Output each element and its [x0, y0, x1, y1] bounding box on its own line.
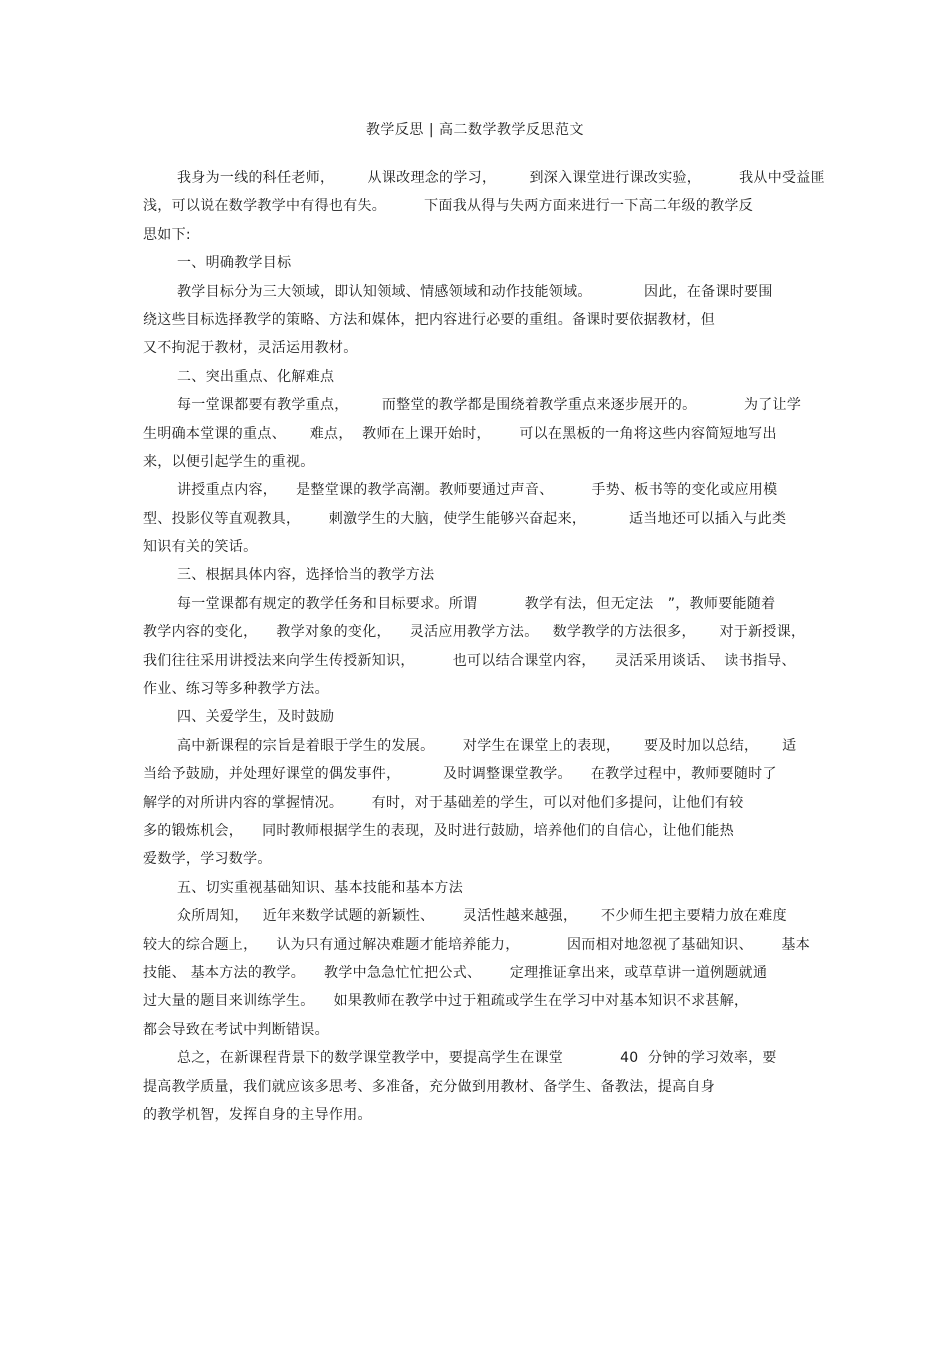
text-line: 思如下: — [143, 226, 191, 243]
text-line: 来，以便引起学生的重视。 — [143, 453, 315, 470]
text-line: 一、明确教学目标 — [177, 255, 292, 272]
text-line: 爱数学，学习数学。 — [143, 851, 272, 868]
text-line: 技能、 基本方法的教学。 教学中急急忙忙把公式、 定理推证拿出来，或草草讲一道例题就通 — [143, 964, 768, 981]
text-line: 的教学机智，发挥自身的主导作用。 — [143, 1106, 372, 1123]
text-line: 较大的综合题上， 认为只有通过解决难题才能培养能力， 因而相对地忽视了基础知识、 基本 — [143, 936, 811, 953]
text-line: 我身为一线的科任老师， 从课改理念的学习， 到深入课堂进行课改实验， 我从中受益匪 — [177, 170, 825, 186]
text-line: 教学内容的变化， 教学对象的变化， 灵活应用教学方法。 数学教学的方法很多， 对于新授课， — [143, 624, 806, 641]
text-line: 讲授重点内容， 是整堂课的教学高潮。教师要通过声音、 手势、板书等的变化或应用模 — [177, 482, 778, 499]
document-title: 教学反思 | 高二数学教学反思范文 — [365, 122, 585, 138]
text-line: 三、根据具体内容，选择恰当的教学方法 — [177, 567, 435, 584]
text-line: 我们往往采用讲授法来向学生传授新知识， 也可以结合课堂内容， 灵活采用谈话、 读书指导、 — [143, 652, 796, 669]
text-line: 解学的对所讲内容的掌握情况。 有时，对于基础差的学生，可以对他们多提问，让他们有较 — [143, 794, 744, 811]
text-line: 提高教学质量，我们就应该多思考、多准备，充分做到用教材、备学生、备教法，提高自身 — [143, 1078, 715, 1095]
text-line: 都会导致在考试中判断错误。 — [143, 1021, 329, 1038]
text-line: 四、关爱学生，及时鼓励 — [177, 709, 335, 726]
text-line: 型、投影仪等直观教具， 刺激学生的大脑，使学生能够兴奋起来， 适当地还可以插入与此类 — [143, 510, 787, 527]
text-line: 多的锻炼机会， 同时教师根据学生的表现，及时进行鼓励，培养他们的自信心，让他们能热 — [143, 822, 734, 839]
text-line: 当给予鼓励，并处理好课堂的偶发事件， 及时调整课堂教学。 在教学过程中，教师要随时了 — [143, 766, 777, 783]
text-line: 高中新课程的宗旨是着眼于学生的发展。 对学生在课堂上的表现， 要及时加以总结， 适 — [177, 737, 797, 754]
text-line: 生明确本堂课的重点、 难点， 教师在上课开始时， 可以在黑板的一角将这些内容简短地写出 — [143, 425, 777, 442]
document-body — [143, 164, 825, 1129]
text-line: 知识有关的笑话。 — [143, 539, 258, 556]
text-line: 作业、练习等多种教学方法。 — [143, 681, 329, 698]
text-line: 五、切实重视基础知识、基本技能和基本方法 — [177, 879, 463, 896]
text-line: 过大量的题目来训练学生。 如果教师在教学中过于粗疏或学生在学习中对基本知识不求甚解， — [143, 993, 749, 1010]
text-line: 绕这些目标选择教学的策略、方法和媒体，把内容进行必要的重组。备课时要依据教材，但 — [143, 311, 715, 328]
text-line: 总之，在新课程背景下的数学课堂教学中，要提高学生在课堂 40 分钟的学习效率，要 — [177, 1050, 777, 1067]
text-line: 浅，可以说在数学教学中有得也有失。 下面我从得与失两方面来进行一下高二年级的教学反 — [143, 198, 753, 215]
text-line: 每一堂课都有规定的教学任务和目标要求。所谓 教学有法，但无定法 ”，教师要能随着 — [177, 595, 776, 612]
text-line: 又不拘泥于教材，灵活运用教材。 — [143, 340, 358, 357]
text-line: 教学目标分为三大领域，即认知领域、情感领域和动作技能领域。 因此，在备课时要围 — [177, 283, 773, 300]
text-line: 二、突出重点、化解难点 — [177, 368, 335, 385]
text-line: 众所周知， 近年来数学试题的新颖性、 灵活性越来越强， 不少师生把主要精力放在难度 — [177, 908, 787, 925]
text-line: 每一堂课都要有教学重点， 而整堂的教学都是围绕着教学重点来逐步展开的。 为了让学 — [177, 397, 802, 414]
